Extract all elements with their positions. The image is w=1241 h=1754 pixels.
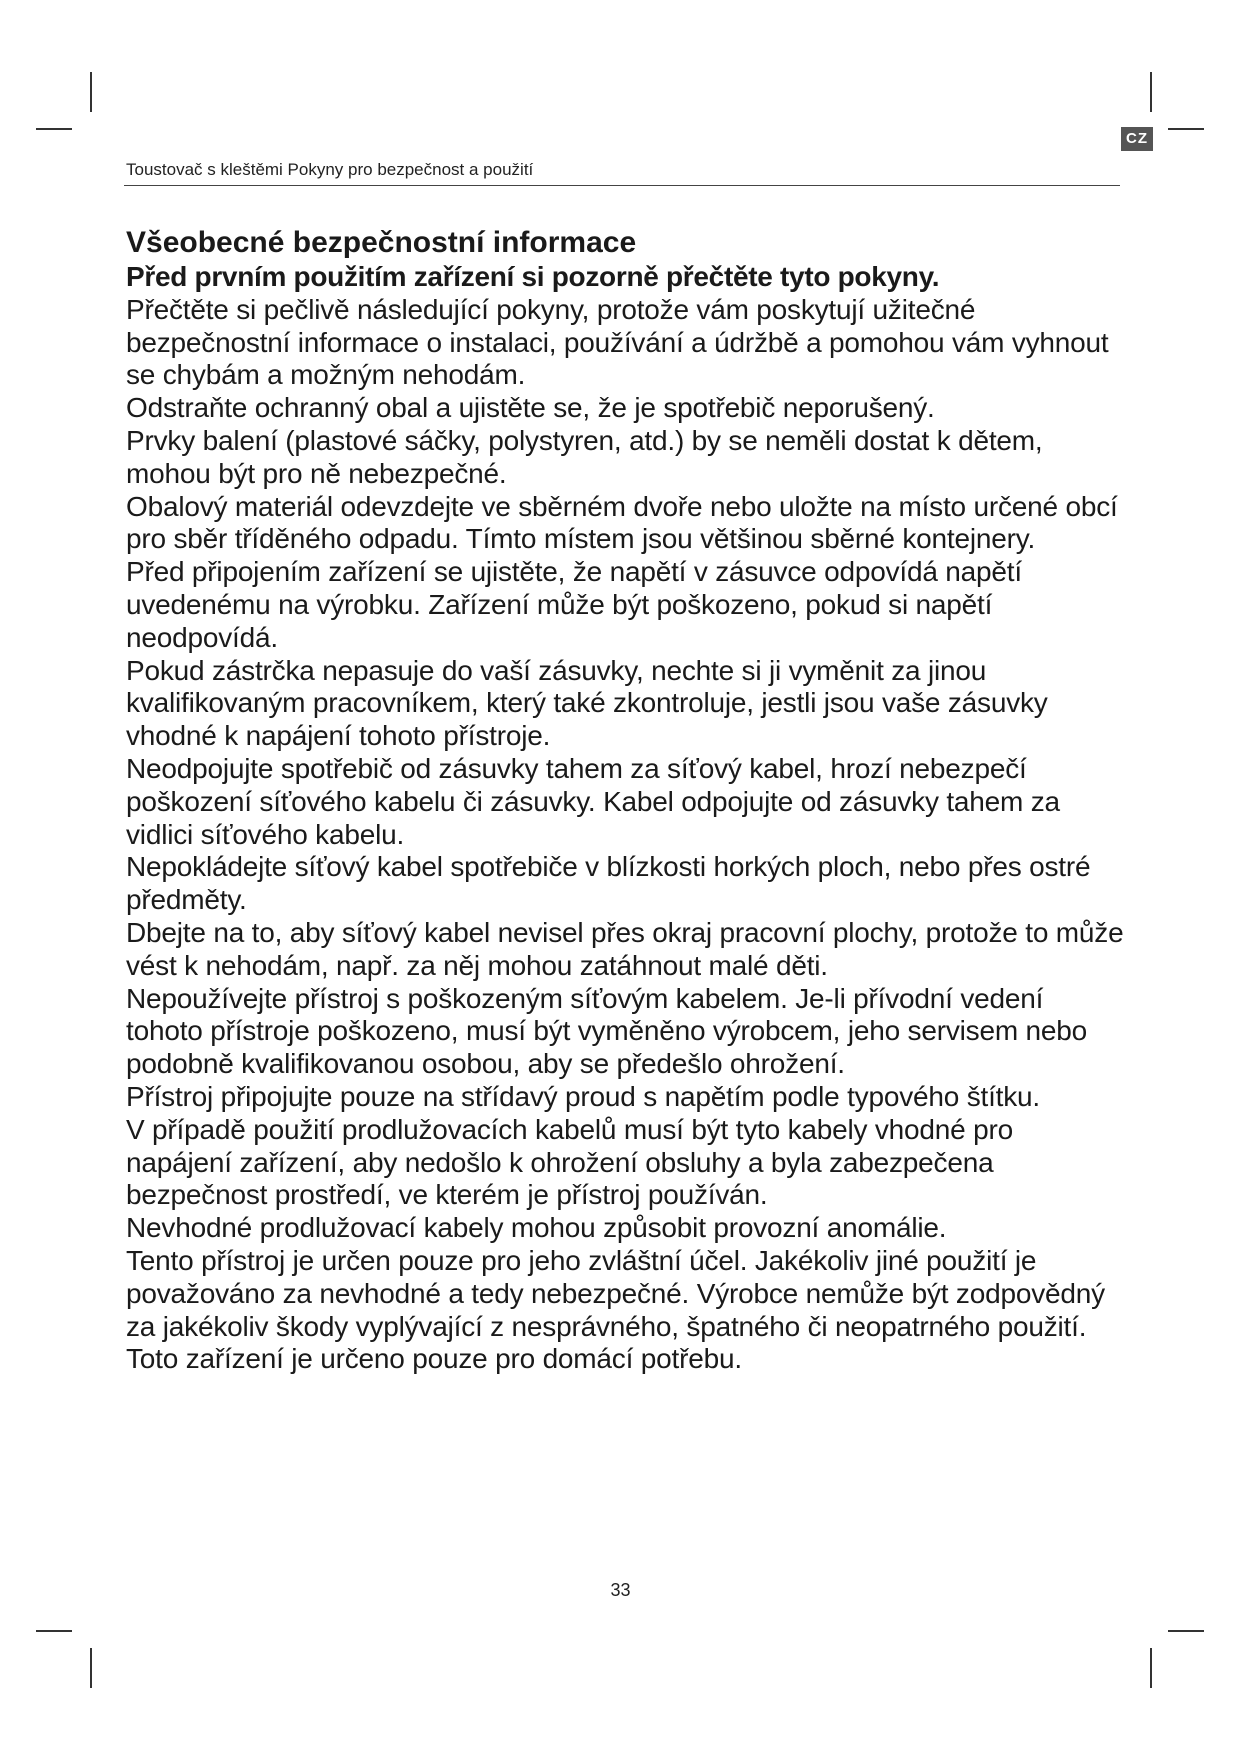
section-title: Všeobecné bezpečnostní informace bbox=[126, 226, 637, 259]
paragraph-unplugging: Neodpojujte spotřebič od zásuvky tahem za síťový kabel, hrozí nebezpečí poškození síťového kabelu či zásuvky. Kabel odpojujte od zásuvky tahem za vidlici síťového kabelu. bbox=[126, 752, 1060, 850]
paragraph-cable-hot-surfaces: Nepokládejte síťový kabel spotřebiče v blízkosti horkých ploch, nebo přes ostré předměty. bbox=[126, 851, 1091, 916]
paragraph-cable-hanging: Dbejte na to, aby síťový kabel nevisel přes okraj pracovní plochy, protože to může vést k nehodám, např. za něj mohou zatáhnout malé děti. bbox=[126, 916, 1124, 981]
page-content bbox=[126, 225, 1126, 1376]
paragraph-damaged-cable: Nepoužívejte přístroj s poškozeným síťovým kabelem. Je-li přívodní vedení tohoto přístroje poškozeno, musí být vyměněno výrobcem, jeho servisem nebo podobně kvalifikovanou osobou, aby se předešlo ohrožení. bbox=[126, 982, 1088, 1080]
paragraph-unsuitable-extensions: Nevhodné prodlužovací kabely mohou způsobit provozní anomálie. bbox=[126, 1212, 947, 1244]
paragraph-remove-packaging: Odstraňte ochranný obal a ujistěte se, že je spotřebič neporušený. bbox=[126, 392, 935, 424]
language-badge: CZ bbox=[1121, 127, 1153, 151]
crop-mark-bottom-right-vertical bbox=[1150, 1648, 1152, 1688]
crop-mark-top-left-vertical bbox=[90, 72, 92, 112]
crop-mark-top-right-horizontal bbox=[1168, 128, 1204, 130]
running-header-title: Toustovač s kleštěmi Pokyny pro bezpečnost a použití bbox=[126, 160, 534, 179]
crop-mark-bottom-right-horizontal bbox=[1168, 1630, 1204, 1632]
paragraph-ac-power: Přístroj připojujte pouze na střídavý proud s napětím podle typového štítku. bbox=[126, 1080, 1040, 1112]
paragraph-intended-use: Tento přístroj je určen pouze pro jeho zvláštní účel. Jakékoliv jiné použití je považováno za nevhodné a tedy nebezpečné. Výrobce nemůže být zodpovědný za jakékoliv škody vyplývající z nesprávného, špatného či neopatrného použití. Toto zařízení je určeno pouze pro domácí potřebu. bbox=[126, 1244, 1105, 1375]
header-divider bbox=[124, 185, 1120, 186]
lead-warning: Před prvním použitím zařízení si pozorně přečtěte tyto pokyny. bbox=[126, 261, 940, 292]
page-number: 33 bbox=[610, 1580, 631, 1600]
paragraph-packaging-disposal: Obalový materiál odevzdejte ve sběrném dvoře nebo uložte na místo určené obcí pro sběr tříděného odpadu. Tímto místem jsou většinou sběrné kontejnery. bbox=[126, 490, 1118, 555]
paragraph-packaging-children: Prvky balení (plastové sáčky, polystyren, atd.) by se neměli dostat k dětem, mohou být pro ně nebezpečné. bbox=[126, 424, 1043, 489]
paragraph-voltage-check: Před připojením zařízení se ujistěte, že napětí v zásuvce odpovídá napětí uvedenému na výrobku. Zařízení může být poškozeno, pokud si napětí neodpovídá. bbox=[126, 556, 1022, 653]
crop-mark-top-left-horizontal bbox=[36, 128, 72, 130]
paragraph-extension-cables: V případě použití prodlužovacích kabelů musí být tyto kabely vhodné pro napájení zařízení, aby nedošlo k ohrožení obsluhy a byla zabezpečena bezpečnost prostředí, ve kterém je přístroj používán. bbox=[126, 1113, 1013, 1211]
crop-mark-bottom-left-horizontal bbox=[36, 1630, 72, 1632]
crop-mark-bottom-left-vertical bbox=[90, 1648, 92, 1688]
crop-mark-top-right-vertical bbox=[1150, 72, 1152, 112]
paragraph-plug-replacement: Pokud zástrčka nepasuje do vaší zásuvky, nechte si ji vyměnit za jinou kvalifikovaným pracovníkem, který také zkontroluje, jestli jsou vaše zásuvky vhodné k napájení tohoto přístroje. bbox=[126, 654, 1048, 752]
paragraph-intro: Přečtěte si pečlivě následující pokyny, protože vám poskytují užitečné bezpečnostní informace o instalaci, používání a údržbě a pomohou vám vyhnout se chybám a možným nehodám. bbox=[126, 293, 1109, 391]
